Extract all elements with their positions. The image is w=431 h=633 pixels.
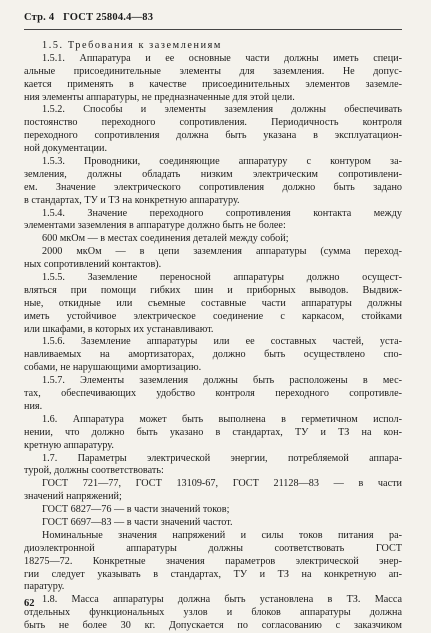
text-line: 1.5.5. Заземление переносной аппаратуры должно осущест-: [42, 272, 402, 284]
text-line: 1.6. Аппаратура может быть выполнена в герметичном испол-: [42, 413, 402, 425]
text-line: ных сопротивлений контактов).: [24, 259, 162, 271]
text-line: постоянство переходного сопротивления. Периодичность контроля: [24, 117, 402, 129]
text-line: 1.8. Масса аппаратуры должна быть установлена в ТЗ. Масса: [42, 594, 402, 606]
text-line: 1.5.1. Аппаратура и ее основные части должны иметь специ-: [42, 52, 402, 64]
text-line: ные, откидные или съемные составные части аппаратуры должны: [24, 297, 402, 309]
body-text: [24, 40, 402, 633]
text-line: кретную аппаратуру.: [24, 439, 114, 451]
text-line: гии следует указывать в стандартах, ТУ и ТЗ на конкретную ап-: [24, 568, 402, 580]
section-heading: 1.5. Требования к заземлениям: [42, 40, 222, 51]
text-line: паратуру.: [24, 581, 65, 593]
text-line: отдельных функциональных узлов и блоков аппаратуры должна: [24, 607, 402, 619]
text-line: 600 мкОм — в местах соединения деталей между собой;: [42, 233, 289, 245]
header-rule: [24, 29, 402, 30]
text-line: земления, должны обладать низким электрическим сопротивлени-: [24, 168, 402, 180]
text-line: ГОСТ 6697—83 — в части значений частот.: [42, 516, 233, 528]
text-line: 1.5.7. Элементы заземления должны быть расположены в мес-: [42, 375, 402, 387]
standard-number: ГОСТ 25804.4—83: [63, 12, 154, 23]
text-line: кается применять в качестве присоединительных элементов заземле-: [24, 78, 402, 90]
text-line: в стандартах, ТУ и ТЗ на конкретную аппаратуру.: [24, 194, 240, 206]
text-line: альные присоединительные элементы для заземления. Не допус-: [24, 65, 402, 77]
text-line: ния элементы аппаратуры, не предназначенные для этой цели.: [24, 91, 295, 103]
text-line: ной документации.: [24, 143, 108, 155]
text-line: 1.5.6. Заземление аппаратуры или ее составных частей, уста-: [42, 336, 402, 348]
page-label: Стр. 4: [24, 12, 55, 23]
text-line: навливаемых на амортизаторах, должно быть осуществлено спо-: [24, 349, 402, 361]
running-header: [24, 12, 159, 23]
text-line: или шкафами, в которых их устанавливают.: [24, 323, 214, 335]
text-line: 18275—72. Конкретные значения параметров электрической энер-: [24, 555, 402, 567]
text-line: вляться при помощи гибких шин и приборных выводов. Выдвиж-: [24, 284, 402, 296]
text-line: 1.5.2. Способы и элементы заземления должны обеспечивать: [42, 104, 402, 116]
text-line: 2000 мкОм — в цепи заземления аппаратуры (сумма переход-: [42, 246, 402, 258]
text-line: собами, не нарушающими амортизацию.: [24, 362, 202, 374]
text-line: Номинальные значения напряжений и силы токов питания ра-: [42, 529, 402, 541]
text-line: элементами заземления в аппаратуре должно быть не более:: [24, 220, 286, 232]
text-line: нении, что должно быть указано в стандартах, ТУ и ТЗ на кон-: [24, 426, 402, 438]
text-line: 1.5.3. Проводники, соединяющие аппаратуру с контуром за-: [42, 156, 402, 168]
text-line: ния.: [24, 400, 43, 412]
text-line: значений напряжений;: [24, 491, 122, 503]
page-folio: 62: [24, 598, 35, 609]
text-line: диоэлектронной аппаратуры должны соответствовать ГОСТ: [24, 542, 402, 554]
text-line: ГОСТ 721—77, ГОСТ 13109-67, ГОСТ 21128—83 — в части: [42, 478, 402, 490]
text-line: ем. Значение электрического сопротивления должно быть задано: [24, 181, 402, 193]
text-line: быть не более 30 кг. Допускается по согласованию с заказчиком: [24, 620, 402, 632]
text-line: турой, должны соответствовать:: [24, 465, 164, 477]
text-line: ГОСТ 6827—76 — в части значений токов;: [42, 504, 230, 516]
text-line: переходного сопротивления должна быть указана в эксплуатацион-: [24, 130, 402, 142]
text-line: 1.5.4. Значение переходного сопротивления контакта между: [42, 207, 402, 219]
text-line: 1.7. Параметры электрической энергии, потребляемой аппара-: [42, 452, 402, 464]
text-line: иметь устойчивое электрическое соединение с каркасом, стойками: [24, 310, 402, 322]
text-line: тах, обеспечивающих удобство контроля переходного сопротивле-: [24, 388, 402, 400]
